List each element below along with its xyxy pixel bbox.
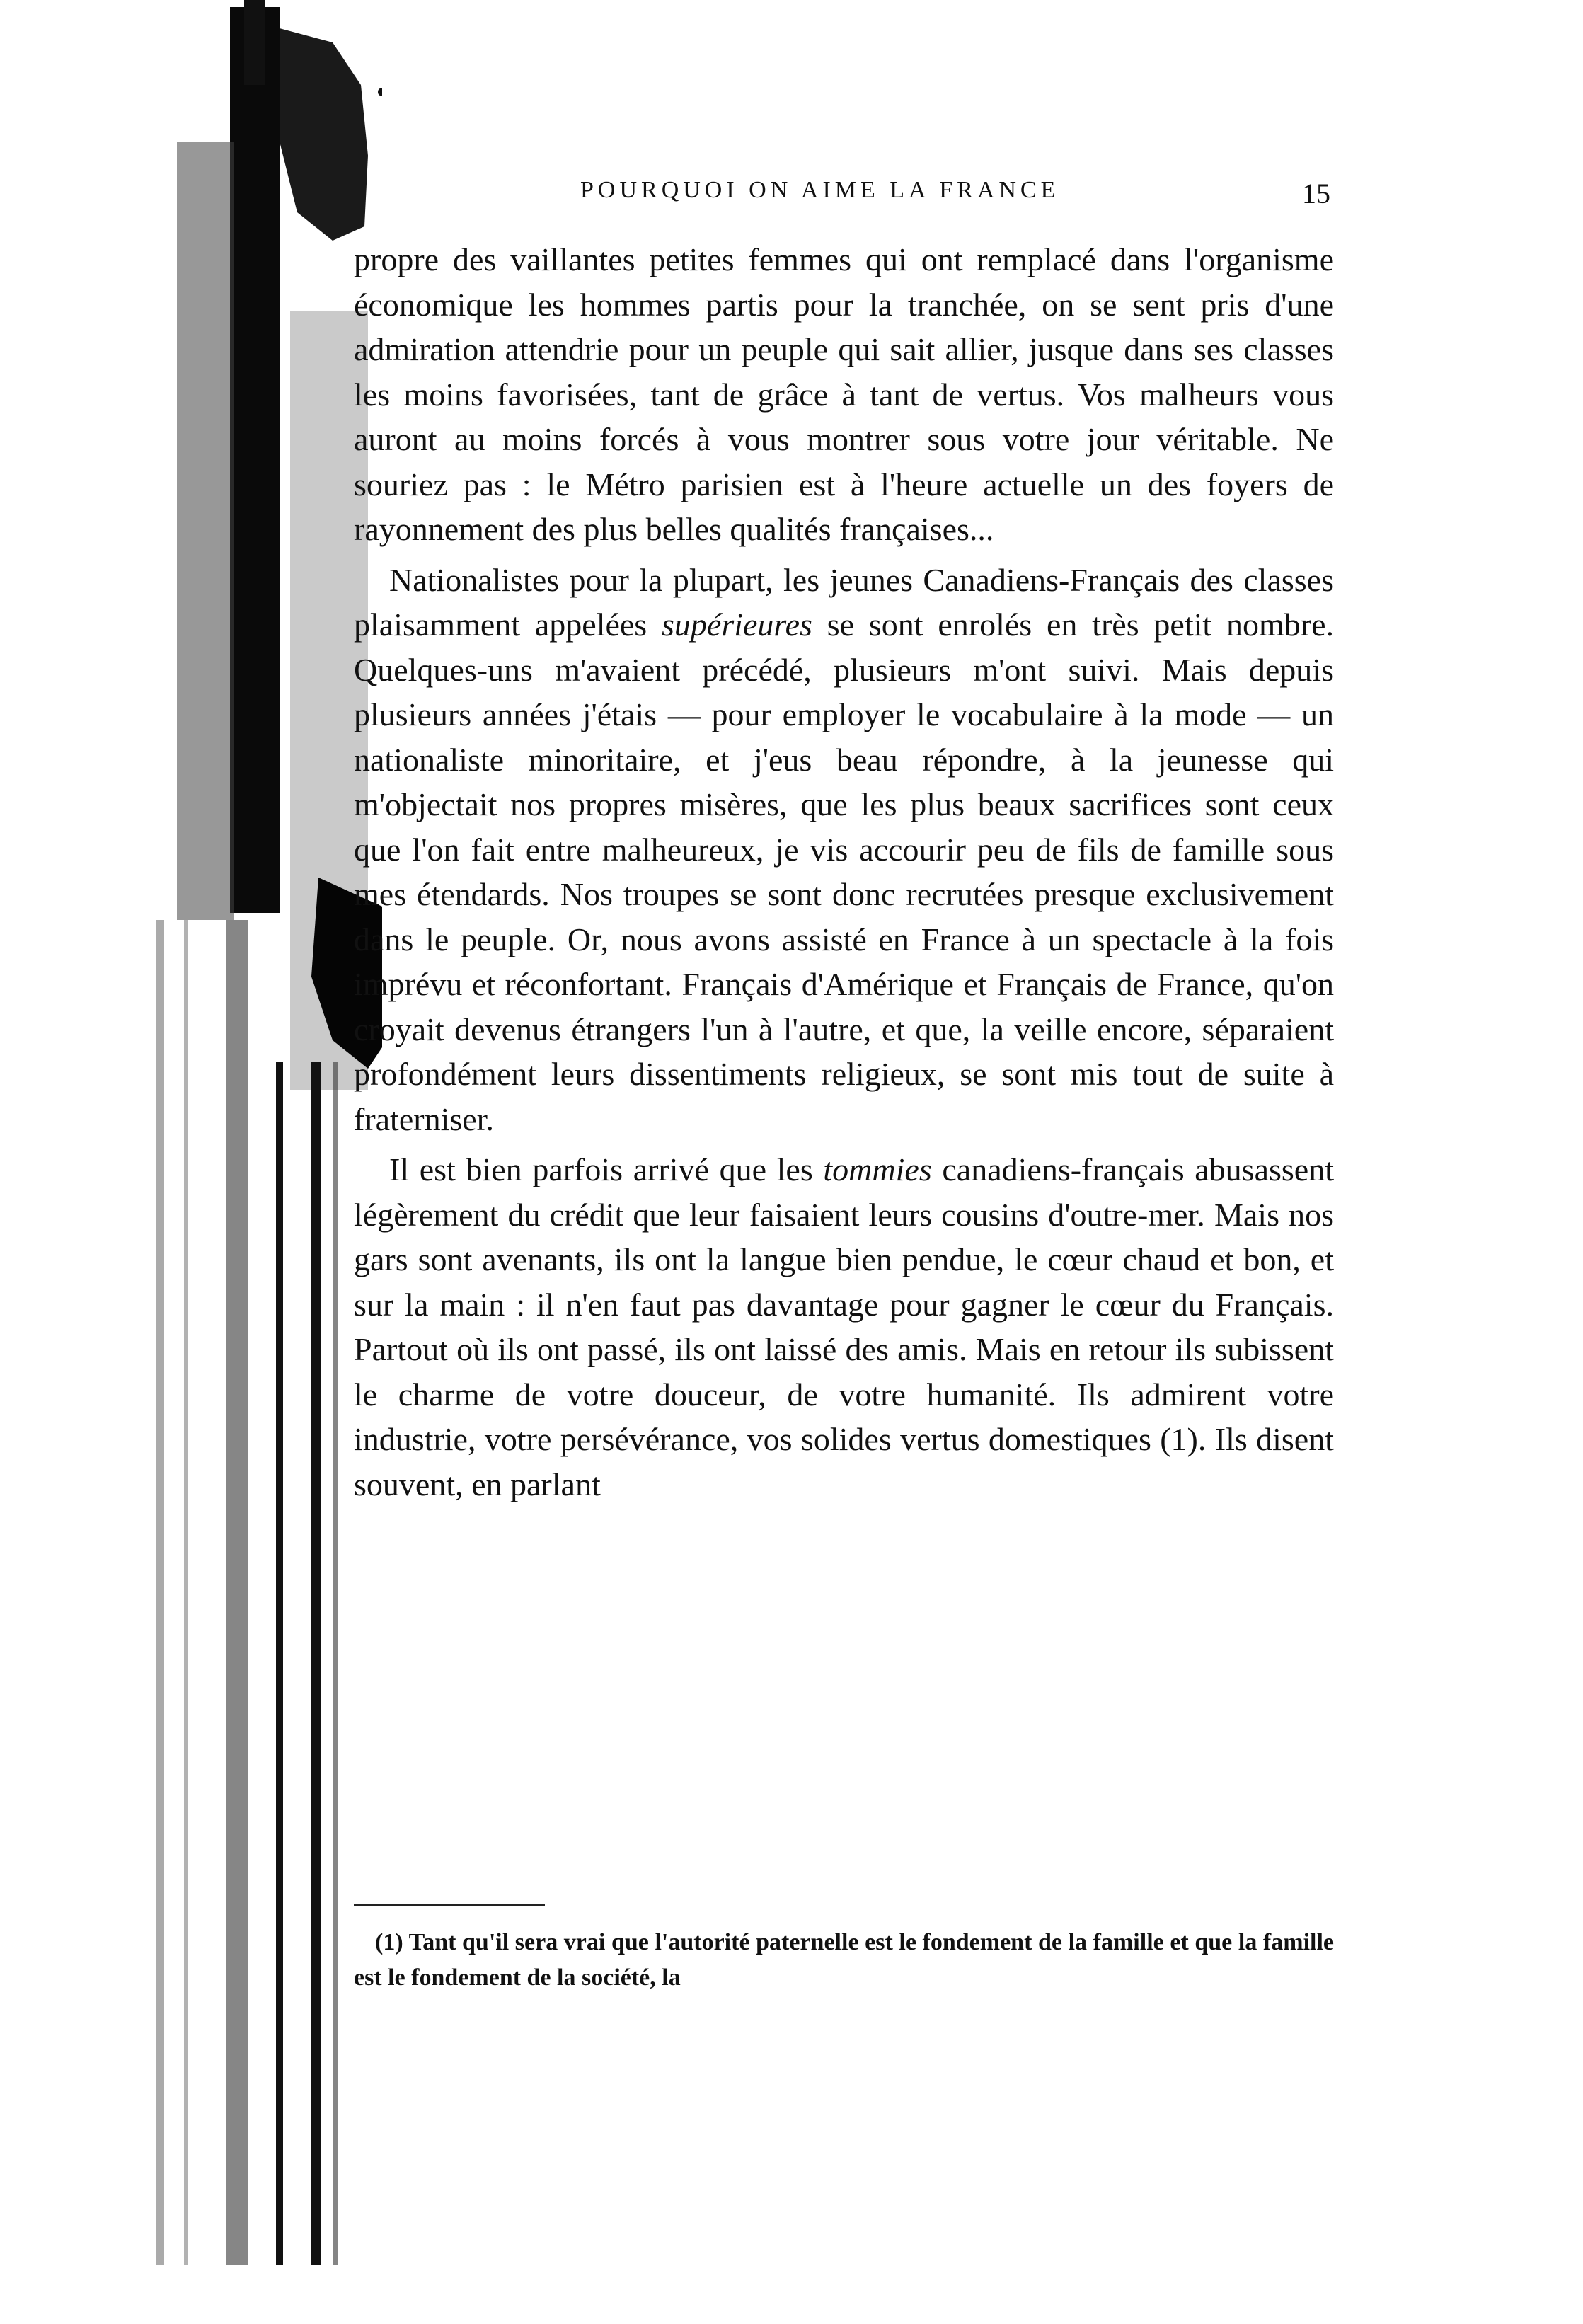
running-head: POURQUOI ON AIME LA FRANCE: [580, 177, 1060, 203]
binding-shadow: [0, 0, 382, 2324]
page-number: 15: [1302, 178, 1330, 209]
paragraph-2-italic-term: supérieures: [662, 606, 812, 643]
paragraph-3-italic-term: tommies: [823, 1151, 932, 1187]
paragraph-2: [354, 558, 1334, 1142]
paragraph-3-text-start: Il est bien parfois arrivé que les: [389, 1151, 824, 1187]
paragraph-1: propre des vaillantes petites femmes qui ont remplacé dans l'organisme économique les hommes partis pour la tranchée, on se sent pris d'une admiration attendrie pour un peuple qui sait allier, jusque dans ses classes les moins favorisées, tant de grâce à tant de vertus. Vos malheurs vous auront au moins forcés à vous montrer sous votre jour véritable. Ne souriez pas : le Métro parisien est à l'heure actuelle un des foyers de rayonnement des plus belles qualités françaises...: [354, 241, 1334, 547]
paragraph-3: [354, 1147, 1334, 1507]
footnote-rule: [354, 1904, 545, 1906]
footnote: (1) Tant qu'il sera vrai que l'autorité paternelle est le fondement de la famille et que la famille est le fondement de la société, la: [354, 1929, 1334, 1991]
body-text: [354, 237, 1334, 1507]
page-header: [580, 177, 1330, 219]
paragraph-2-text-start: Nationalistes pour la plupart, les jeunes Canadiens-Français des classes plaisamment appelées: [354, 561, 1334, 643]
paragraph-3-text-end: canadiens-français abusassent légèrement du crédit que leur faisaient leurs cousins d'outre-mer. Mais nos gars sont avenants, ils ont la langue bien pendue, le cœur chaud et bon, et sur la main : il n'en faut pas davantage pour gagner le cœur du Français. Partout où ils ont passé, ils ont laissé des amis. Mais en retour ils subissent le charme de votre douceur, de votre humanité. Ils admirent votre industrie, votre persévérance, vos solides vertus domestiques (1). Ils disent souvent, en parlant: [354, 1151, 1334, 1502]
paragraph-2-text-end: se sont enrolés en très petit nombre. Quelques-uns m'avaient précédé, plusieurs m'ont suivi. Mais depuis plusieurs années j'étais — pour employer le vocabulaire à la mode — un nationaliste minoritaire, et j'eus beau répondre, à la jeunesse qui m'objectait nos propres misères, que les plus beaux sacrifices sont ceux que l'on fait entre malheureux, je vis accourir peu de fils de famille sous mes étendards. Nos troupes se sont donc recrutées presque exclusivement dans le peuple. Or, nous avons assisté en France à un spectacle à la fois imprévu et réconfortant. Français d'Amérique et Français de France, qu'on croyait devenus étrangers l'un à l'autre, et que, la veille encore, séparaient profondément leurs dissentiments religieux, se sont mis tout de suite à fraterniser.: [354, 606, 1334, 1137]
scan-gutter-artifact: [0, 0, 382, 2324]
